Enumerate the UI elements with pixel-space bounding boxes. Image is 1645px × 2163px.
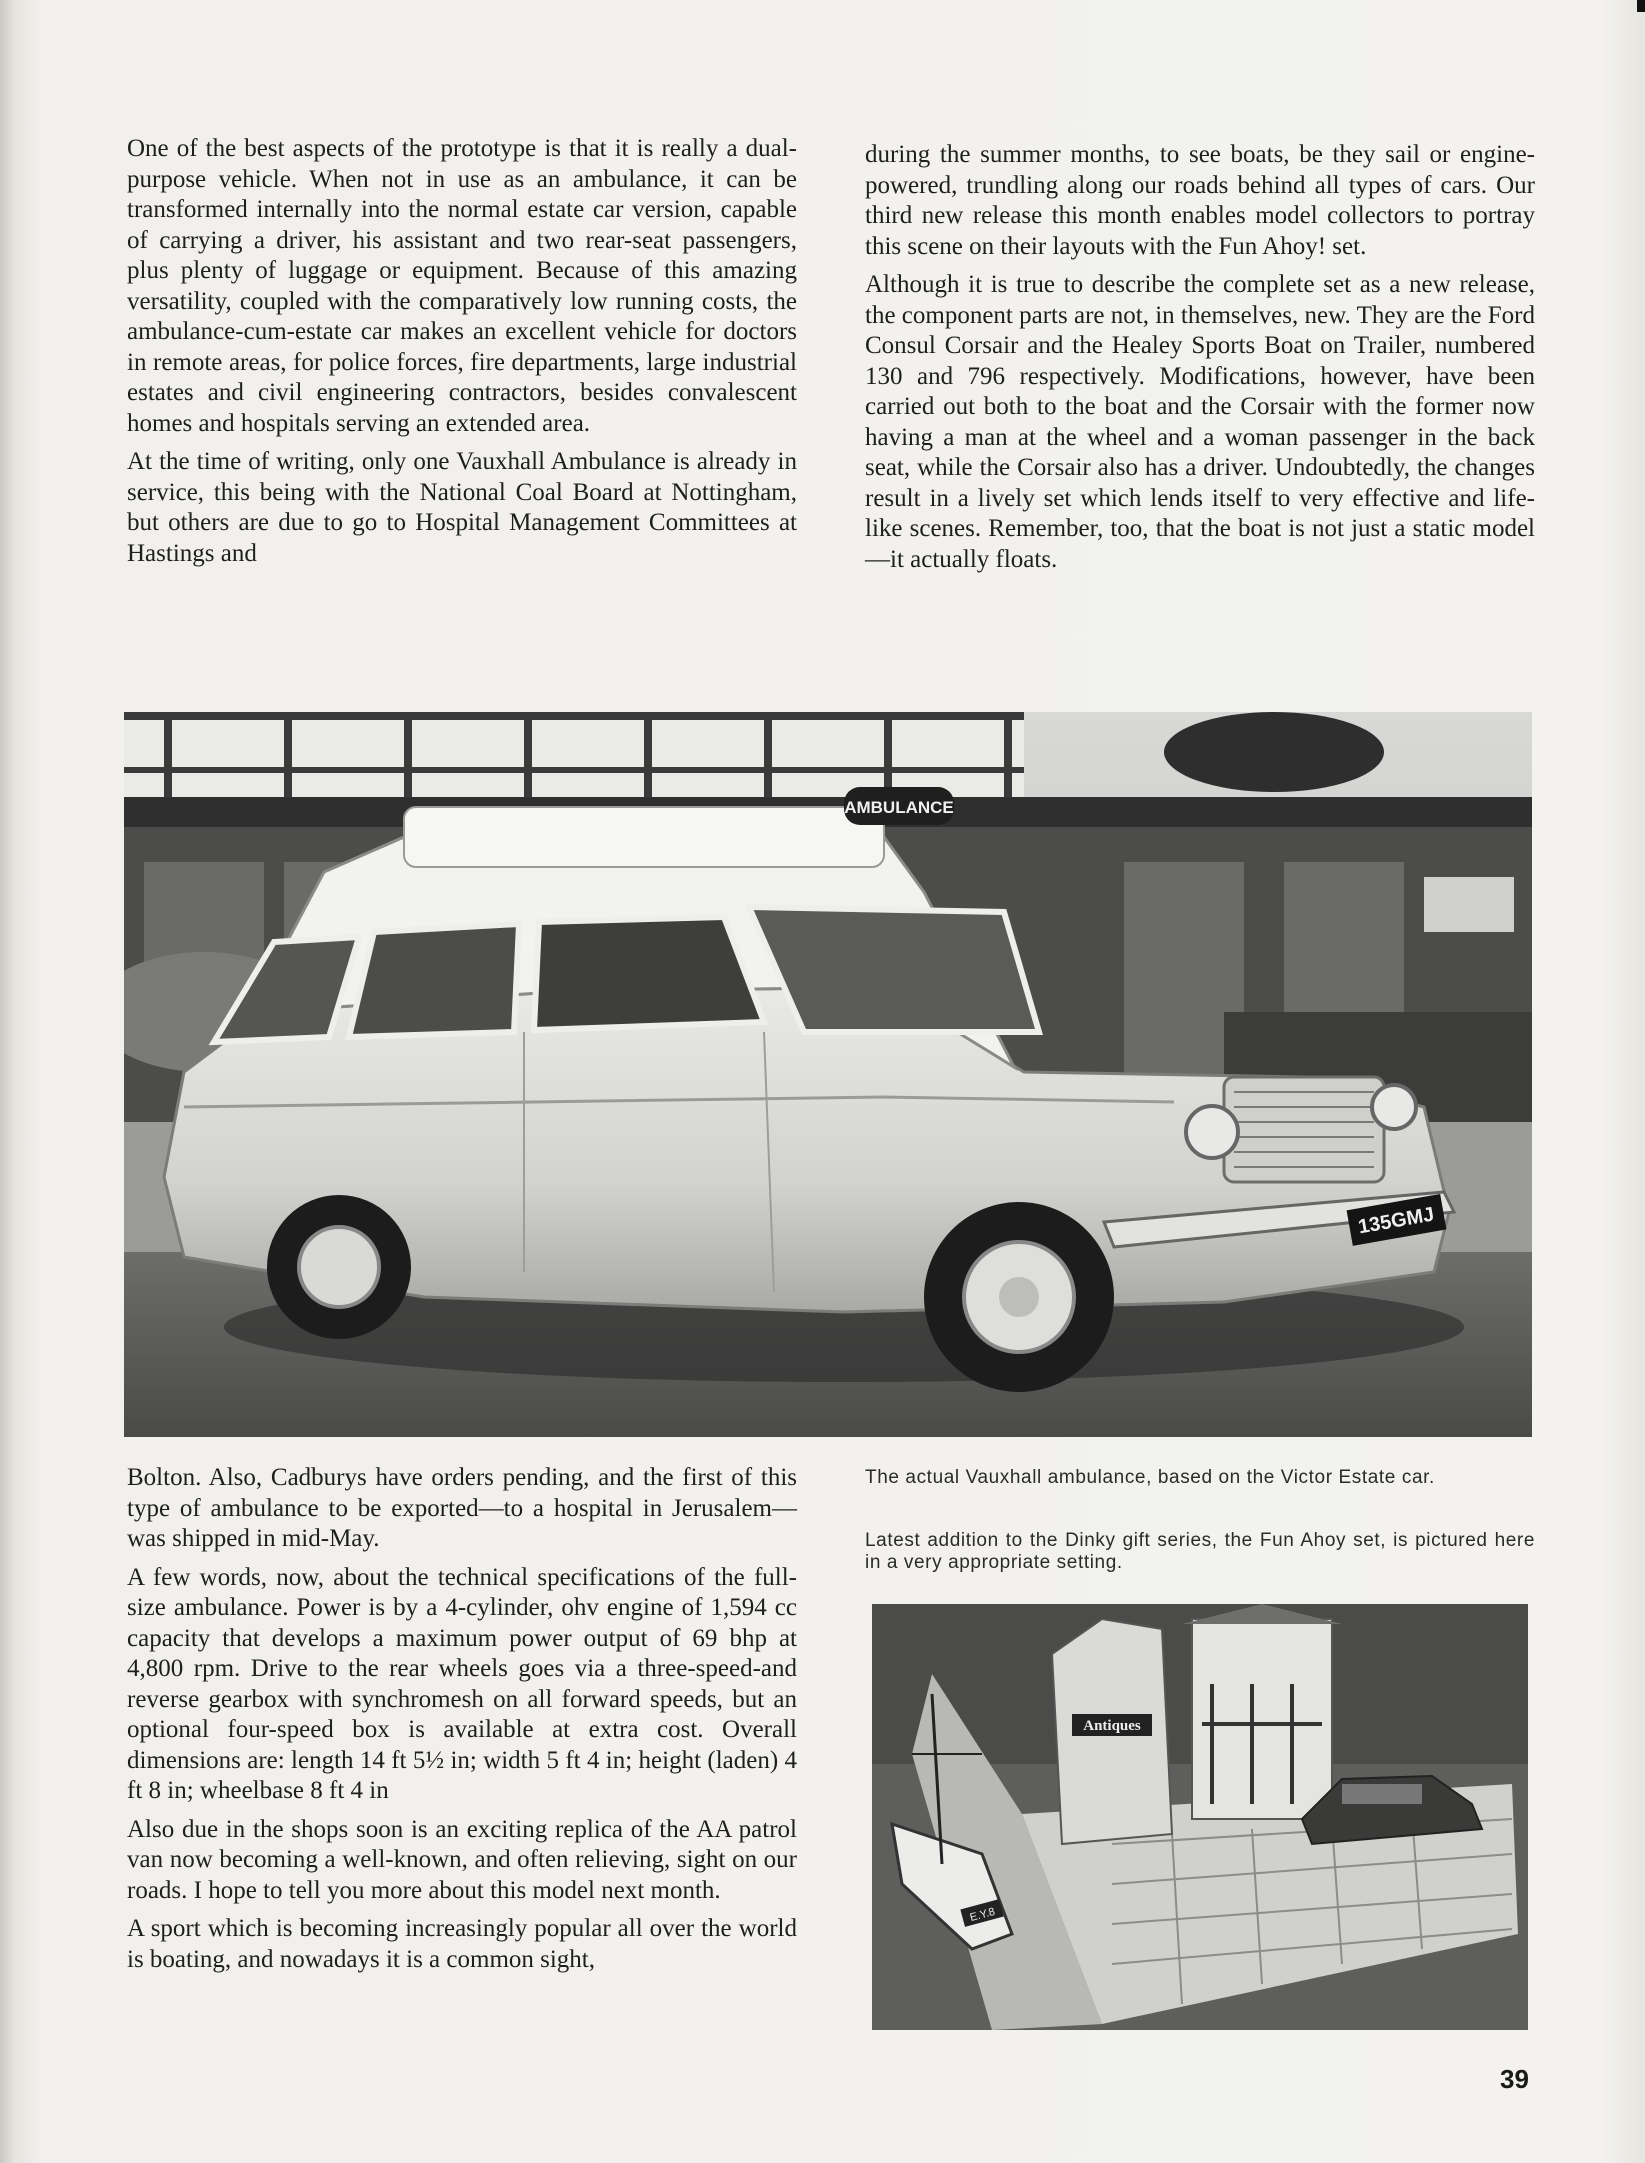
paragraph: Also due in the shops soon is an exciting replica of the AA patrol van now becoming a well-known, and often relieving, sight on our roads. I hope to tell you more about this model next month. (127, 1815, 797, 1904)
boat-label-text: E.Y.8 (968, 1905, 997, 1925)
paragraph: during the summer months, to see boats, be they sail or engine-powered, trundling along our roads behind all types of cars. Our third new release this month enables model collectors to portray this scene on their layouts with the Fun Ahoy! set. (865, 141, 1535, 260)
paragraph: Although it is true to describe the complete set as a new release, the component parts are not, in themselves, new. They are the Ford Consul Corsair and the Healey Sports Boat on Trailer, numbered 130 and 796 respectively. Modifications, however, have been carried out both to the boat and the Corsair with the former now having a man at the wheel and a woman passenger in the back seat, while the Corsair also has a driver. Undoubtedly, the changes result in a lively set which lends itself to very effective and life-like scenes. Remember, too, that the boat is not just a static model—it actually floats. (865, 271, 1535, 573)
paragraph: Bolton. Also, Cadburys have orders pending, and the first of this type of ambulance to be exported—to a hospital in Jerusalem—was shipped in mid-May. (127, 1464, 797, 1552)
scan-corner-mark (1637, 0, 1645, 12)
license-plate-text: 135GMJ (1356, 1203, 1436, 1239)
fun-ahoy-photo (872, 1604, 1528, 2030)
fun-ahoy-photo-caption: Latest addition to the Dinky gift series, the Fun Ahoy set, is pictured here in a very appropriate setting. (865, 1530, 1535, 1573)
paragraph: One of the best aspects of the prototype is that it is really a dual-purpose vehicle. When not in use as an ambulance, it can be transformed internally into the normal estate car version, capable of carrying a driver, his assistant and two rear-seat passengers, plus plenty of luggage or equipment. Because of this amazing versatility, coupled with the comparatively low running costs, the ambulance-cum-estate car makes an excellent vehicle for doctors in remote areas, for police forces, fire departments, large industrial estates and civil engineering contractors, besides convalescent homes and hospitals serving an extended area. (127, 135, 797, 437)
page-number: 39 (1500, 2064, 1529, 2094)
paragraph: At the time of writing, only one Vauxhall Ambulance is already in service, this being with the National Coal Board at Nottingham, but others are due to go to Hospital Management Committees at Hastings and (127, 448, 797, 567)
shop-sign-text: Antiques (1083, 1718, 1141, 1734)
right-column-top (865, 140, 1535, 583)
ambulance-sign-text: AMBULANCE (844, 798, 954, 817)
paragraph: A sport which is becoming increasingly popular all over the world is boating, and nowadays it is a common sight, (127, 1915, 797, 1973)
ambulance-photo-caption: The actual Vauxhall ambulance, based on the Victor Estate car. (865, 1467, 1435, 1488)
paragraph: A few words, now, about the technical specifications of the full-size ambulance. Power is by a 4-cylinder, ohv engine of 1,594 cc capacity that develops a maximum power output of 69 bhp at 4,800 rpm. Drive to the rear wheels goes via a three-speed-and reverse gearbox with synchromesh on all forward speeds, but an optional four-speed box is available at extra cost. Overall dimensions are: length 14 ft 5½ in; width 5 ft 4 in; height (laden) 4 ft 8 in; wheelbase 8 ft 4 in (127, 1563, 797, 1804)
ambulance-photo (124, 712, 1532, 1437)
left-column-top (127, 134, 797, 577)
left-column-bottom (127, 1463, 797, 1983)
